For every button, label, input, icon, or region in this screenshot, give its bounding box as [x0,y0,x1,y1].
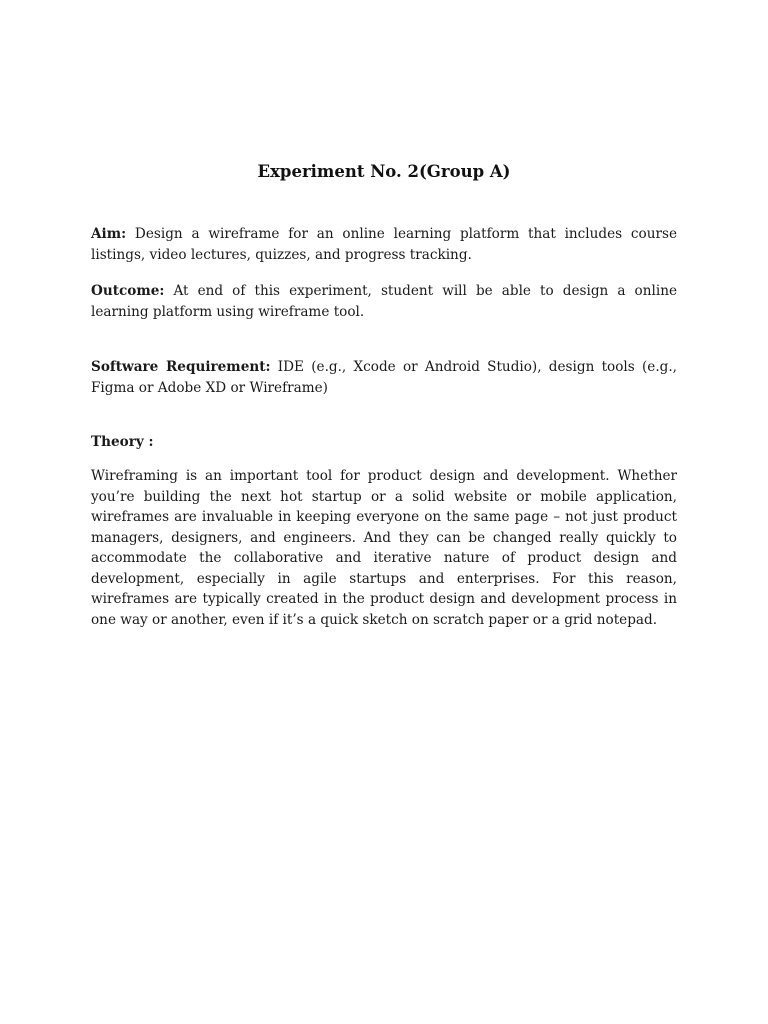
software-requirement-paragraph [91,357,677,398]
outcome-text: At end of this experiment, student will be able to design a online learning platform using wireframe tool. [91,283,677,320]
aim-paragraph [91,224,677,265]
document-title: Experiment No. 2(Group A) [257,162,511,181]
aim-text: Design a wireframe for an online learning platform that includes course listings, video lectures, quizzes, and progress tracking. [91,226,677,263]
theory-body: Wireframing is an important tool for product design and development. Whether you’re building the next hot startup or a solid website or mobile application, wireframes are invaluable in keeping everyone on the same page – not just product managers, designers, and engineers. And they can be changed really quickly to accommodate the collaborative and iterative nature of product design and development, especially in agile startups and enterprises. For this reason, wireframes are typically created in the product design and development process in one way or another, even if it’s a quick sketch on scratch paper or a grid notepad. [91,468,677,628]
outcome-label: Outcome: [91,283,165,299]
software-requirement-label: Software Requirement: [91,359,271,375]
theory-heading: Theory : [91,434,154,450]
aim-label: Aim: [91,226,127,242]
outcome-paragraph [91,281,677,322]
software-requirement-text: IDE (e.g., Xcode or Android Studio), design tools (e.g., Figma or Adobe XD or Wireframe) [91,359,677,396]
